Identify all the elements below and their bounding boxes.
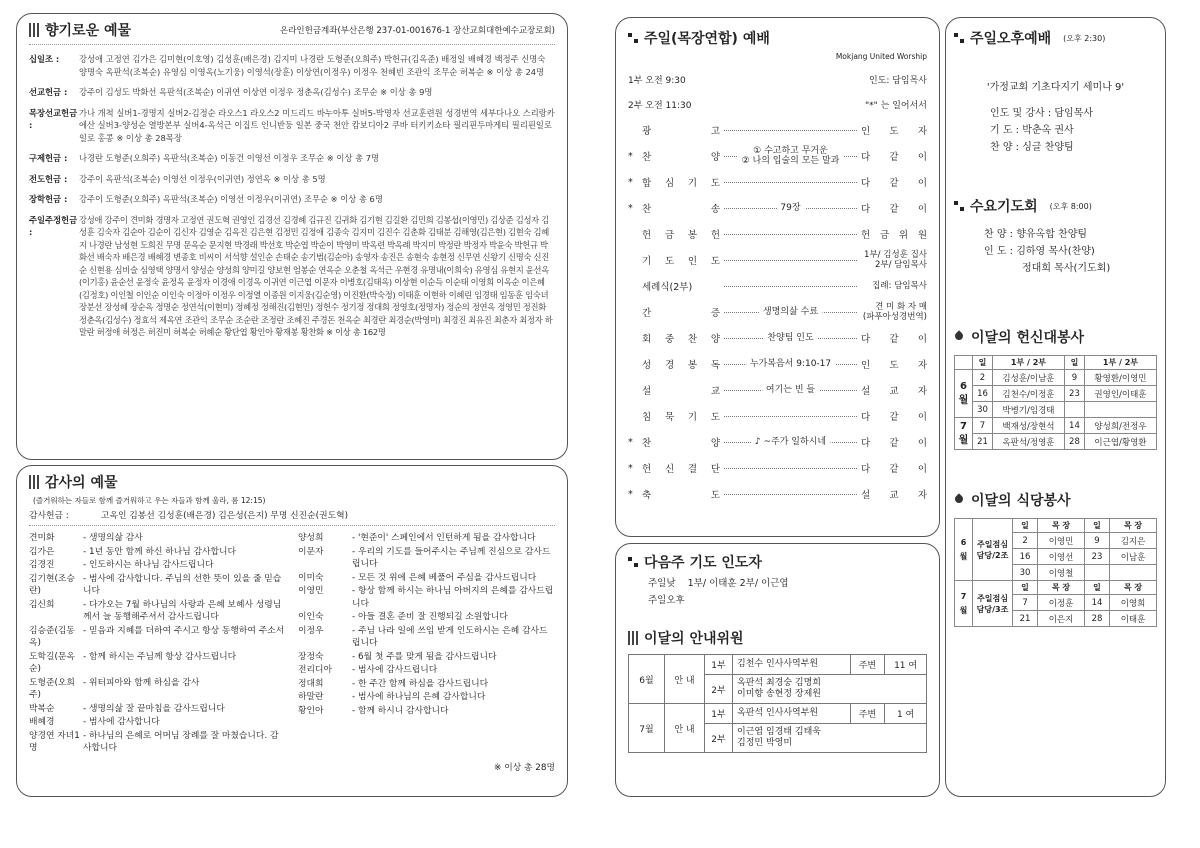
thanks-item [298, 691, 555, 704]
thanks-item [29, 532, 286, 545]
usher-names: 이근엽 임경태 김태욱 김정민 박영미 [733, 724, 927, 753]
thanks-item [298, 651, 555, 664]
first-service-time: 1부 오전 9:30 인도: 담임목사 [628, 76, 927, 86]
order-item [628, 169, 927, 195]
thanks-name: 김승준(김동옥) [29, 625, 75, 648]
schedule-cell: 김지은 [1110, 533, 1157, 549]
offering-label: 목장선교헌금 : [29, 107, 78, 130]
thanks-name: 이문자 [298, 546, 324, 557]
month-label: 6월 [955, 370, 973, 418]
order-leader: 다 같 이 [861, 152, 927, 163]
schedule-cell [1064, 402, 1084, 418]
offering-names: 가나 개척 실버1-경명지 실버2-김정순 라오스1 라오스2 미드리드 바누아투 실버5-박명자 선교훈련원 성경번역 세부다나오 스리랑카 에산 실버3-양성순 열방본부 실버4-옥석근 이집트 인니반둥 일본 중국 천안 캄보디아2 쿠바 터키키쇼타 필리핀두마게티 필리핀일로일로 홍콩 ※ 이상 총 28목장 [79, 107, 555, 143]
dotted-leader [724, 436, 857, 447]
thanks-item [29, 625, 286, 650]
schedule-cell: 30 [1013, 565, 1038, 581]
thanks-item [29, 546, 286, 559]
thanks-item [298, 664, 555, 677]
thanks-panel [16, 465, 568, 797]
thanks-name: 하말란 [298, 692, 324, 702]
thanks-name: 박복순 [29, 703, 55, 714]
table-header: 일 [1084, 519, 1109, 533]
order-item [628, 299, 927, 325]
thanks-text: - 인도하시는 하나님 감사드립니다 [83, 560, 214, 570]
dining-title: 이달의 식당봉사 [954, 490, 1157, 510]
offering-names: 강주이 도형준(오희주) 옥판석(조복순) 이영선 이정우(이귀연) 조무순 ※ 이상 총 6명 [79, 194, 383, 204]
order-part: 찬 양 [642, 438, 720, 449]
thanks-item [298, 678, 555, 691]
schedule-cell: 이정훈 [1038, 595, 1085, 611]
wednesday-title: 수요기도회 (오후 8:00) [954, 196, 1157, 216]
thanks-text: - 우리의 기도를 들어주시는 주님께 진심으로 감사드립니다 [352, 546, 551, 569]
usher-area-value: 1 여 [885, 704, 927, 724]
schedule-cell [1084, 402, 1156, 418]
usher-month: 7월 [629, 704, 665, 753]
thanks-item [29, 651, 286, 676]
order-item [628, 351, 927, 377]
offering-row [29, 86, 555, 99]
second-service-time: 2부 오전 11:30 "*" 는 일어서서 [628, 101, 927, 111]
schedule-cell: 23 [1084, 549, 1109, 565]
order-part: 광 고 [642, 126, 720, 137]
offering-names: 나경란 도형준(오희주) 옥판석(조복순) 이동건 이영선 이정우 조무순 ※ 이상 총 7명 [79, 153, 380, 163]
offerings-header [29, 20, 555, 45]
order-leader: 인 도 자 [861, 126, 927, 137]
schedule-cell: 이영철 [1038, 565, 1085, 581]
thanks-name: 김가은 [29, 546, 55, 557]
thanks-item [29, 730, 286, 755]
square-bullet-icon [628, 33, 638, 43]
thanks-text: - 믿음과 지혜를 더하여 주시고 항상 동행하여 주소서 [83, 625, 285, 636]
dotted-leader [724, 468, 857, 469]
standing-mark: * [628, 202, 633, 214]
thanks-text: - 생명의삶 감사 [83, 533, 143, 543]
dotted-leader [724, 416, 857, 417]
ushers-table [628, 654, 927, 753]
dotted-leader [724, 182, 857, 183]
thanks-text: - 생명의삶 잘 끝마침을 감사드립니다 [83, 703, 225, 714]
prayer-usher-panel [615, 543, 940, 797]
order-detail: 79장 [776, 203, 804, 213]
offering-list [29, 53, 555, 339]
thanks-name: 황인아 [298, 705, 324, 716]
month-label: 7월 [955, 581, 973, 627]
thanks-text: - 한 주간 함께 하심을 감사드립니다 [352, 678, 489, 689]
thanks-offering-row [29, 508, 555, 526]
schedule-cell: 28 [1064, 434, 1084, 450]
schedule-cell: 28 [1084, 611, 1109, 627]
usher-area: 주변 [850, 704, 884, 724]
schedule-cell: 2 [1013, 533, 1038, 549]
schedule-cell: 16 [973, 386, 993, 402]
next-prayer-sunday: 주일낮 1부/ 이태훈 2부/ 이근엽 [648, 578, 789, 589]
thanks-item [298, 546, 555, 571]
leaf-icon [954, 495, 965, 506]
order-part: 찬 양 [642, 152, 720, 163]
thanks-text: - 다가오는 7월 하나님의 사랑과 은혜 보혜사 성령님께서 늘 동행해주셔서 감사드립니다 [83, 599, 282, 622]
schedule-cell: 7 [1013, 595, 1038, 611]
thanks-item [298, 611, 555, 624]
standing-mark: * [628, 488, 633, 500]
square-bullet-icon [954, 201, 964, 211]
order-item [628, 143, 927, 169]
offering-label: 십일조 : [29, 54, 60, 64]
schedule-cell: 14 [1084, 595, 1109, 611]
usher-part: 1부 [705, 704, 733, 724]
thanks-name: 정대희 [298, 678, 324, 689]
square-bullet-icon [628, 557, 638, 567]
thanks-item [29, 703, 286, 716]
order-leader: 인 도 자 [861, 360, 927, 371]
offerings-title: 향기로운 예물 [29, 20, 131, 40]
afternoon-title: 주일오후예배 (오후 2:30) [954, 28, 1157, 48]
dotted-leader [724, 384, 857, 395]
dining-table [954, 518, 1157, 627]
thanks-text: - 모든 것 위에 은혜 베풀어 주심을 감사드립니다 [352, 572, 537, 583]
schedule-cell: 16 [1013, 549, 1038, 565]
usher-names: 옥판석 최경숭 김명희 이미향 송현정 장제원 [733, 675, 927, 704]
offering-row [29, 107, 555, 145]
thanks-item [29, 599, 286, 624]
order-item [628, 377, 927, 403]
thanks-text: - 주님 나라 일에 쓰임 받게 인도하시는 은혜 감사드립니다 [352, 625, 548, 648]
offering-label: 전도헌금 : [29, 173, 68, 184]
order-item [628, 455, 927, 481]
thanks-item [298, 532, 555, 545]
order-part: 축 도 [642, 490, 720, 501]
schedule-cell: 9 [1064, 370, 1084, 386]
thanks-item [298, 625, 555, 650]
worship-title: 주일(목장연합) 예배 [628, 28, 927, 48]
thanks-name: 견미화 [29, 533, 55, 543]
thanks-item [298, 585, 555, 610]
table-header: 목 장 [1038, 519, 1085, 533]
thanks-item [298, 705, 555, 718]
order-part: 회 중 찬 양 [642, 334, 720, 345]
thanks-text: - 위터피아와 함께 하심을 감사 [83, 677, 200, 688]
order-leader: 설 교 자 [861, 386, 927, 397]
thanks-name: 이미숙 [298, 572, 324, 583]
usher-area: 주변 [850, 655, 884, 675]
schedule-cell: 김천수/이정훈 [992, 386, 1064, 402]
offering-label: 주일주정헌금 : [29, 214, 78, 237]
thanks-text: - 항상 함께 하시는 하나님 아버지의 은혜를 감사드립니다 [352, 586, 554, 609]
thanks-offering-names: 고옥인 김봉선 김성훈(배은경) 김은성(은지) 무명 신진순(권도혁) [101, 511, 349, 521]
schedule-cell: 7 [973, 418, 993, 434]
order-item [628, 325, 927, 351]
offering-names: 강성애 강주이 견미화 경명자 고정연 권도혁 권영인 김경선 김경혜 김규진 김귀화 김기현 김길환 김민희 김봉섭(이영민) 김상준 김성자 김성훈 김숙자 김순아 김순이 김신자 김영순 김옥진 김은현 김정민 김정애 김종숙 김지미 김진수 김춘화 김태분 김해영(김은현) 김현숙 김혜지 나경란 남성현 도희진 무명 문옥순 문지현 박경래 박선호 박순엽 박순이 박영미 박옥련 박옥례 박지미 박정란 박정자 박윤숙 박헌규 박화선 배숙자 배은경 배혜경 변종호 비씨이 서석향 설인순 손태순 송기범(김순아) 송영자 송진은 송현숙 송현정 신무연 신왕기 신명숙 신진순 신현용 심비슬 심영택 양명서 양성순 양성희 양미길 양보현 엄봉순 연옥순 오춘철 옥석근 우현경 유명내(이희숙) 유영심 유현지 윤선옥(이기홍) 윤순선 윤정숙 윤정옥 윤정자 이경애 이경옥 이귀연 이근엽 이문자 이병호(김태옥) 이상현 이순득 이순태 이영희 이옥순 이은혜(김정호) 이인철 이인순 이인숙 이정아 이정우 이정열 이종원 이지웅(김순영) 이진환(박숙정) 이태훈 이현하 이혜린 임경태 임동훈 임숙녀 장분선 장성혜 장순옥 정명순 정연석(이현미) 정혜정 정해진(김현민) 정헌수 정기정 정대희 정영호(정명자) 정순의 정연옥 정영민 정진화 정춘옥(김성수) 정효석 제옥연 조관익 조무순 조순란 조정란 조혜진 주경돈 천옥순 최경란 최경순(박영미) 최경진 최유진 최춘자 최정자 하말란 허정애 허정은 허진미 허복순 허혜순 황단엽 황인아 황재봉 황찬화 ※ 이상 총 162명 [79, 214, 553, 337]
bars-icon [29, 475, 39, 489]
dotted-leader [724, 494, 857, 495]
order-item [628, 117, 927, 143]
schedule-cell: 이영민 [1038, 533, 1085, 549]
order-part: 찬 송 [642, 204, 720, 215]
thanks-name: 김기현(조승란) [29, 573, 75, 596]
dotted-leader [724, 332, 857, 343]
offering-label: 선교헌금 : [29, 87, 68, 97]
ushers-title: 이달의 안내위원 [628, 628, 927, 648]
schedule-cell: 김성훈/이남훈 [992, 370, 1064, 386]
schedule-cell: 2 [973, 370, 993, 386]
thanks-left-column [29, 532, 286, 756]
square-bullet-icon [954, 33, 964, 43]
order-detail: 여기는 빈 들 [762, 385, 819, 395]
thanks-offering-label: 감사헌금 : [29, 511, 69, 521]
schedule-cell: 30 [973, 402, 993, 418]
offerings-panel [16, 13, 568, 460]
order-part: 세례식(2부) [642, 282, 693, 293]
order-leader: 1부/ 김성훈 집사 2부/ 담임목사 [864, 250, 927, 270]
month-label: 6월 [955, 519, 973, 581]
table-header: 1부 / 2부 [1084, 356, 1156, 370]
month-label: 7월 [955, 418, 973, 450]
afternoon-seminar: '가정교회 기초다지기 세미나 9' [986, 82, 1125, 93]
schedule-cell: 박병기/임경태 [992, 402, 1064, 418]
dotted-leader [724, 130, 857, 131]
thanks-name: 배혜경 [29, 717, 55, 727]
standing-mark: * [628, 150, 633, 162]
offering-label: 장학헌금 : [29, 194, 68, 204]
order-leader: 다 같 이 [861, 464, 927, 475]
thanks-text: - 1년 동안 함께 하신 하나님 감사합니다 [83, 546, 237, 557]
schedule-cell: 양성희/전정우 [1084, 418, 1156, 434]
table-header: 일 [1084, 581, 1109, 595]
schedule-cell: 이영희 [1110, 595, 1157, 611]
order-leader: 다 같 이 [861, 438, 927, 449]
thanks-name: 이정우 [298, 625, 324, 636]
thanks-name: 도학길(문옥순) [29, 651, 75, 674]
thanks-name: 양성희 [298, 533, 324, 543]
next-prayer-title: 다음주 기도 인도자 [628, 552, 927, 572]
offering-row [29, 53, 555, 78]
dining-duty-label: 주일점심 담당/3조 [973, 581, 1013, 627]
offering-names: 강주이 김성도 박화선 옥판석(조복순) 이귀연 이상연 이정우 정춘옥(김성수) 조무순 ※ 이상 총 9명 [79, 87, 433, 97]
schedule-cell: 권영인/이태훈 [1084, 386, 1156, 402]
afternoon-line: 기 도 : 박춘옥 권사 [990, 125, 1074, 136]
table-header-blank [955, 356, 973, 370]
usher-names: 옥판석 인사사역부원 [733, 704, 851, 724]
schedule-cell: 14 [1064, 418, 1084, 434]
afternoon-details [990, 105, 1157, 156]
wednesday-details [984, 226, 1157, 277]
order-leader: 다 같 이 [861, 334, 927, 345]
wednesday-line: 인 도 : 김하영 목사(찬양) [984, 246, 1095, 257]
afternoon-line: 인도 및 강사 : 담임목사 [990, 108, 1094, 119]
thanks-subtitle: (즐거워하는 자들로 함께 즐거워하고 우는 자들과 함께 울라, 롬 12:15) [33, 496, 266, 505]
thanks-name: 전리디아 [298, 665, 332, 675]
order-leader: 다 같 이 [861, 412, 927, 423]
standing-mark: * [628, 462, 633, 474]
thanks-name: 양경연 자녀1명 [29, 730, 80, 753]
table-header: 목 장 [1110, 581, 1157, 595]
table-header: 일 [1013, 519, 1038, 533]
schedule-cell: 백재성/장현석 [992, 418, 1064, 434]
thanks-name: 김신희 [29, 599, 55, 610]
next-prayer-afternoon: 주일오후 [648, 595, 685, 606]
standing-mark: * [628, 176, 633, 188]
dotted-leader [724, 234, 857, 235]
thanks-title: 감사의 예물 [29, 472, 555, 492]
order-part: 침 묵 기 도 [642, 412, 720, 423]
devotion-table [954, 355, 1157, 450]
thanks-item [298, 572, 555, 585]
order-item [628, 429, 927, 455]
offering-row [29, 152, 555, 165]
order-part: 헌 신 결 단 [642, 464, 720, 475]
thanks-text: - 6월 첫 주를 맞게 됨을 감사드립니다 [352, 651, 497, 662]
order-leader: 집례: 담임목사 [872, 281, 927, 291]
thanks-text: - 범사에 하나님의 은혜 감사합니다 [352, 692, 486, 702]
order-detail: 찬양팀 인도 [763, 333, 817, 343]
order-leader: 다 같 이 [861, 178, 927, 189]
order-item [628, 221, 927, 247]
thanks-name: 도형준(오희주) [29, 677, 75, 700]
worship-panel [615, 17, 940, 537]
order-of-worship [628, 117, 927, 507]
leaf-icon [954, 332, 965, 343]
thanks-item [29, 559, 286, 572]
order-item [628, 195, 927, 221]
dotted-leader [724, 260, 857, 261]
bars-icon [628, 631, 638, 645]
thanks-text: - 아들 결혼 준비 잘 진행되길 소원합니다 [352, 612, 508, 622]
schedule-cell [1084, 565, 1109, 581]
thanks-text: - 범사에 감사합니다. 주님의 선한 뜻이 있을 줄 믿습니다 [83, 573, 282, 596]
dotted-leader [724, 145, 857, 166]
table-header: 일 [1013, 581, 1038, 595]
schedule-cell: 이태훈 [1110, 611, 1157, 627]
offering-row [29, 173, 555, 186]
schedule-panel [945, 17, 1166, 797]
order-item [628, 481, 927, 507]
wednesday-line: 정대희 목사(기도회) [1022, 263, 1111, 274]
usher-month: 6월 [629, 655, 665, 704]
schedule-cell: 21 [1013, 611, 1038, 627]
order-leader: 다 같 이 [861, 204, 927, 215]
thanks-name: 장정숙 [298, 651, 324, 662]
table-header: 목 장 [1110, 519, 1157, 533]
order-part: 합 심 기 도 [642, 178, 720, 189]
order-part: 성 경 봉 독 [642, 360, 720, 371]
standing-mark: * [628, 436, 633, 448]
table-header: 목 장 [1038, 581, 1085, 595]
order-part: 설 교 [642, 386, 720, 397]
table-header: 1부 / 2부 [992, 356, 1064, 370]
thanks-text: - 범사에 감사합니다 [83, 717, 160, 727]
thanks-item [29, 677, 286, 702]
offering-names: 강주이 옥판석(조복순) 이영선 이정우(이귀연) 정연옥 ※ 이상 총 5명 [79, 173, 326, 184]
table-header: 일 [1064, 356, 1084, 370]
worship-english-title: Mokjang United Worship [835, 52, 927, 61]
usher-part: 1부 [705, 655, 733, 675]
thanks-name: 이영민 [298, 586, 324, 596]
order-part: 헌 금 봉 헌 [642, 230, 720, 241]
thanks-name: 김경진 [29, 560, 55, 570]
usher-names: 김천수 인사사역부원 [733, 655, 851, 675]
thanks-text: - 함께 하시니 감사합니다 [352, 705, 449, 716]
order-item [628, 247, 927, 273]
wednesday-line: 찬 양 : 향유옥합 찬양팀 [984, 229, 1088, 240]
thanks-name: 이인숙 [298, 612, 324, 622]
devotion-title: 이달의 헌신대봉사 [954, 327, 1157, 347]
schedule-cell: 이영선 [1038, 549, 1085, 565]
table-header: 일 [973, 356, 993, 370]
usher-part: 2부 [705, 724, 733, 753]
order-item [628, 403, 927, 429]
thanks-text: - 함께 하시는 주님께 항상 감사드립니다 [83, 651, 237, 662]
order-item [628, 273, 927, 299]
usher-role: 안 내 [665, 655, 705, 704]
thanks-right-column [298, 532, 555, 756]
order-part: 간 증 [642, 308, 720, 319]
dotted-leader [724, 358, 857, 369]
usher-role: 안 내 [665, 704, 705, 753]
thanks-text: - '현준이' 스페인에서 인턴하게 됨을 감사합니다 [352, 533, 536, 543]
usher-area-value: 11 여 [885, 655, 927, 675]
thanks-item [29, 573, 286, 598]
thanks-text: - 범사에 감사드립니다 [352, 665, 438, 675]
schedule-cell: 9 [1084, 533, 1109, 549]
schedule-cell: 황영환/이영민 [1084, 370, 1156, 386]
schedule-cell: 23 [1064, 386, 1084, 402]
offering-label: 구제헌금 : [29, 153, 68, 163]
schedule-cell: 이은지 [1038, 611, 1085, 627]
order-detail: 생명의삶 수료 [759, 307, 822, 317]
schedule-cell: 21 [973, 434, 993, 450]
schedule-cell: 이남훈 [1110, 549, 1157, 565]
thanks-text: - 하나님의 은혜로 어머님 장례를 잘 마쳤습니다. 감사합니다 [83, 730, 279, 753]
offering-row [29, 193, 555, 206]
dotted-leader [724, 202, 857, 213]
offering-row [29, 214, 555, 339]
thanks-total: ※ 이상 총 28명 [494, 762, 555, 773]
bars-icon [29, 23, 39, 37]
order-leader: 설 교 자 [861, 490, 927, 501]
schedule-cell [1110, 565, 1157, 581]
thanks-item [29, 716, 286, 729]
schedule-cell: 옥판석/정영훈 [992, 434, 1064, 450]
order-leader: 헌 금 위 원 [861, 230, 927, 241]
order-detail: ♪ ~주가 일하시네 [751, 437, 830, 447]
order-leader: 견 미 화 자 매 (파푸아성경번역) [862, 302, 927, 322]
online-account: 온라인헌금계좌(부산은행 237-01-001676-1 장산교회대한예수교장로회) [280, 26, 555, 36]
order-detail: 누가복음서 9:10-17 [746, 359, 835, 369]
afternoon-line: 찬 양 : 싱글 찬양팀 [990, 142, 1074, 153]
order-part: 기 도 인 도 [642, 256, 720, 267]
dining-duty-label: 주일점심 담당/2조 [973, 519, 1013, 581]
schedule-cell: 이근엽/황영환 [1084, 434, 1156, 450]
dotted-leader [724, 306, 857, 317]
usher-part: 2부 [705, 675, 733, 704]
dotted-leader [724, 286, 857, 287]
order-detail: ① 수고하고 무거운 ② 나의 입술의 모든 말과 [738, 146, 844, 166]
offering-names: 강성애 고정연 김가은 김미현(이호영) 김성훈(배은경) 김지미 나경란 도형준(오희주) 박헌규(김옥준) 배정일 배혜경 백정주 신명숙 양명숙 옥판석(조복순) 유영심 이영옥(노기웅) 이영석(장훈) 이상연(이정우) 이정우 천혜빈 조관익 조무순 허복순 ※ 이상 총 24명 [79, 54, 546, 77]
